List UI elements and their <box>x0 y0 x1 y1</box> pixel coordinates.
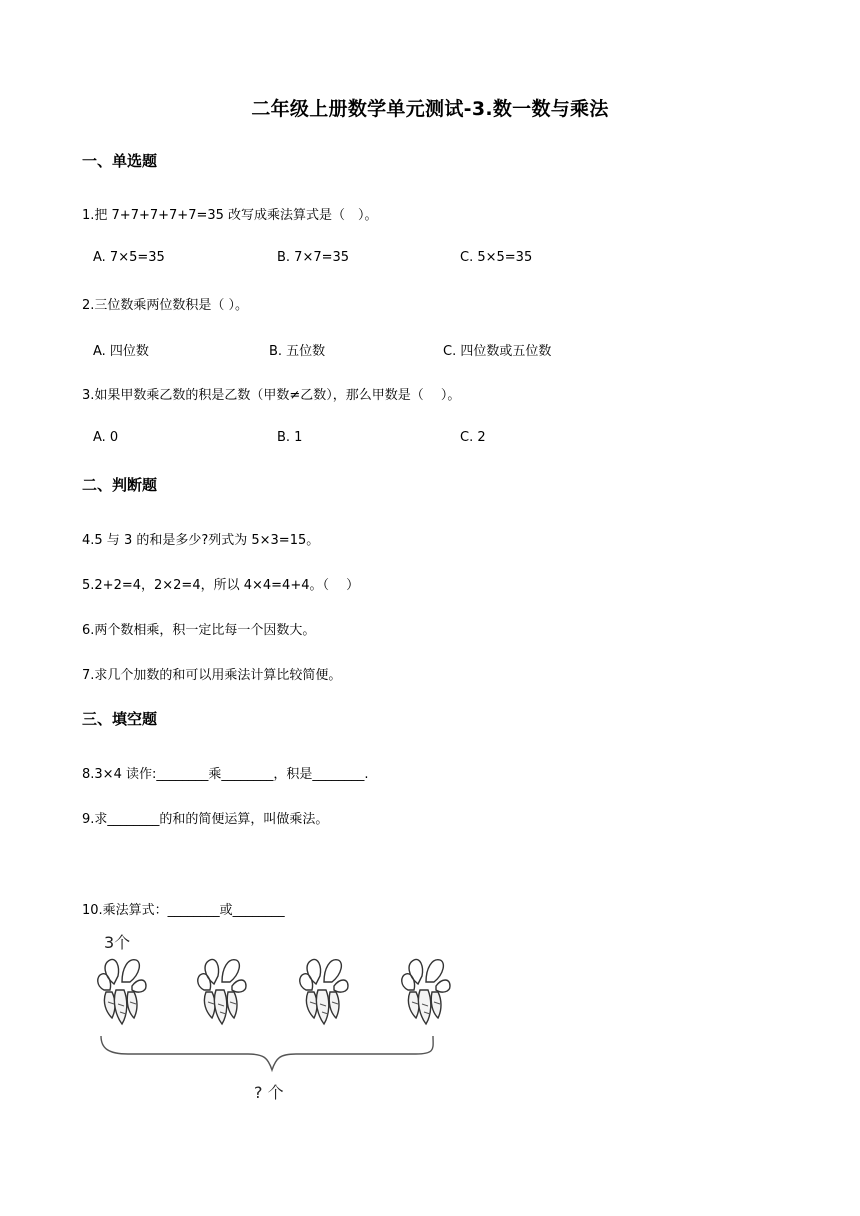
bottom-total-label: ? 个 <box>254 1083 284 1102</box>
q1-option-b: B. 7×7=35 <box>277 250 350 265</box>
question-6: 6.两个数相乘，积一定比每一个因数大。 <box>82 623 316 638</box>
question-5: 5.2+2=4，2×2=4，所以 4×4=4+4。（ ） <box>82 578 360 593</box>
question-10: 10.乘法算式：________或________ <box>82 903 285 918</box>
question-7: 7.求几个加数的和可以用乘法计算比较简便。 <box>82 668 342 683</box>
question-1: 1.把 7+7+7+7+7=35 改写成乘法算式是（ ）。 <box>82 208 378 223</box>
radish-bunch-icon <box>198 959 246 1024</box>
q3-option-c: C. 2 <box>460 430 486 445</box>
question-3: 3.如果甲数乘乙数的积是乙数（甲数≠乙数），那么甲数是（ ）。 <box>82 388 461 403</box>
radish-bunch-icon <box>300 959 348 1024</box>
question-9: 9.求________的和的简便运算，叫做乘法。 <box>82 812 329 827</box>
section-heading-true-false: 二、判断题 <box>82 476 158 494</box>
q2-option-c: C. 四位数或五位数 <box>443 344 552 359</box>
question-4: 4.5 与 3 的和是多少?列式为 5×3=15。 <box>82 533 320 548</box>
q1-option-c: C. 5×5=35 <box>460 250 533 265</box>
radish-bunch-icon <box>98 959 146 1024</box>
q2-option-a: A. 四位数 <box>93 344 149 359</box>
question-8: 8.3×4 读作:________乘________，积是________. <box>82 767 369 782</box>
radish-bunch-icon <box>402 959 450 1024</box>
radish-groups-illustration <box>88 926 458 1106</box>
q2-option-b: B. 五位数 <box>269 344 326 359</box>
q1-option-a: A. 7×5=35 <box>93 250 165 265</box>
q3-option-a: A. 0 <box>93 430 119 445</box>
page-title: 二年级上册数学单元测试-3.数一数与乘法 <box>251 98 609 120</box>
q3-option-b: B. 1 <box>277 430 303 445</box>
section-heading-fill-in: 三、填空题 <box>82 710 158 728</box>
curly-brace <box>101 1036 433 1070</box>
top-count-label: 3个 <box>104 933 131 952</box>
section-heading-single-choice: 一、单选题 <box>82 152 158 170</box>
question-2: 2.三位数乘两位数积是（ ）。 <box>82 298 249 313</box>
